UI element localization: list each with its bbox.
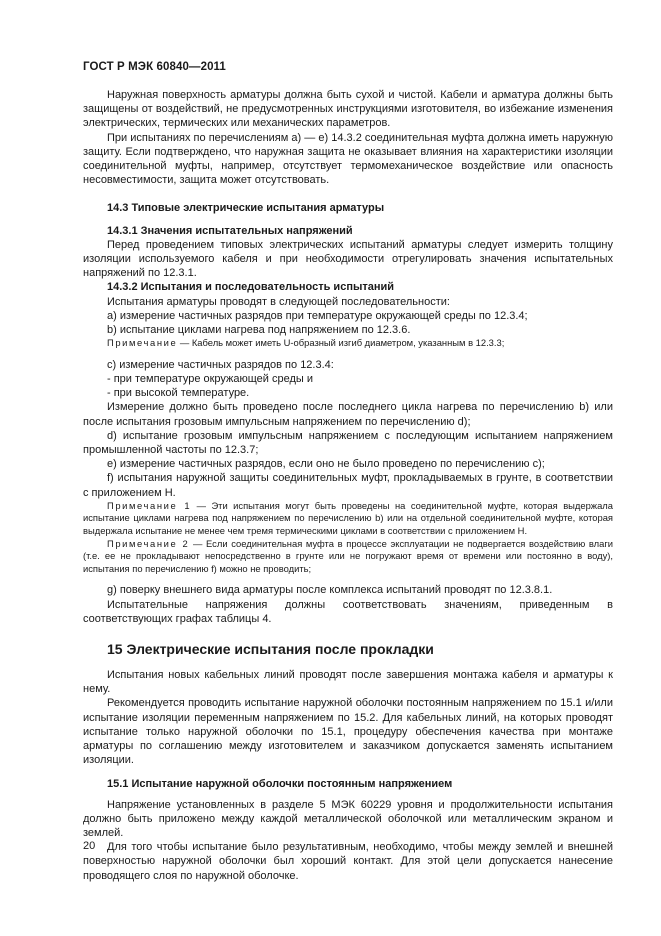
note-label: Примечание — [107, 337, 178, 349]
note-text: — Эти испытания могут быть проведены на соединительной муфте, которая выдержала испытание циклами нагрева под напряжением по перечислению b) или на отдельной соединительной муфте, которая выдержала испытание не менее чем тремя термическими циклами в соответствии с приложением Н. — [83, 499, 613, 537]
paragraph: Напряжение установленных в разделе 5 МЭК 60229 уровня и продолжительности испытания должно быть приложено между каждой металлической оболочкой или металлическим экраном и землей. — [83, 798, 613, 840]
paragraph: Наружная поверхность арматуры должна быть сухой и чистой. Кабели и арматура должны быть защищены от воздействий, не предусмотренных инструкциями изготовителя, во избежание изменения электрических, термических или механических параметров. — [83, 89, 613, 130]
paragraph: Измерение должно быть проведено после последнего цикла нагрева по перечислению b) или после испытания грозовым импульсным напряжением по перечислению d); — [83, 401, 613, 428]
note-text: — Кабель может иметь U-образный изгиб диаметром, указанным в 12.3.3; — [177, 337, 505, 349]
note-text: — Если соединительная муфта в процессе эксплуатации не подвергается воздействию влаги (т.е. ее не прокладывают непосредственно в грунте или не погружают время от времени или постоянно в воду), испытания по перечислению f) можно не проводить; — [83, 537, 613, 574]
list-item: с) измерение частичных разрядов по 12.3.4: — [107, 358, 334, 371]
note-label: Примечание 1 — [107, 499, 192, 511]
document-header: ГОСТ Р МЭК 60840—2011 — [83, 61, 226, 73]
list-subitem: - при высокой температуре. — [107, 387, 250, 400]
list-item: b) испытание циклами нагрева под напряжением по 12.3.6. — [107, 324, 411, 337]
list-subitem: - при температуре окружающей среды и — [107, 373, 314, 386]
note — [83, 337, 613, 350]
note — [83, 500, 613, 538]
note — [83, 538, 613, 576]
paragraph: Перед проведением типовых электрических испытаний арматуры следует измерить толщину изоляции используемого кабеля и при необходимости отрегулировать значения испытательных напряжений по 12.3.1. — [83, 238, 613, 280]
note-label: Примечание 2 — [107, 537, 190, 549]
document-body — [83, 88, 613, 883]
section-heading-15: 15 Электрические испытания после прокладки — [107, 641, 434, 658]
subsection-heading-14-3-2: 14.3.2 Испытания и последовательность испытаний — [107, 281, 395, 294]
subsection-heading-14-3-1: 14.3.1 Значения испытательных напряжений — [107, 224, 353, 237]
paragraph: Испытательные напряжения должны соответствовать значениям, приведенным в соответствующих графах таблицы 4. — [83, 598, 613, 625]
section-heading-14-3: 14.3 Типовые электрические испытания арматуры — [107, 202, 385, 215]
list-item: d) испытание грозовым импульсным напряжением с последующим испытанием напряжением промышленной частоты по 12.3.7; — [83, 429, 613, 457]
paragraph: Испытания новых кабельных линий проводят после завершения монтажа кабеля и арматуры к нему. — [83, 669, 613, 696]
paragraph: Для того чтобы испытание было результативным, необходимо, чтобы между землей и внешней поверхностью наружной оболочки был хороший контакт. Для этой цели допускается нанесение проводящего слоя по наружной оболочке. — [83, 841, 613, 882]
list-item: g) поверку внешнего вида арматуры после комплекса испытаний проводят по 12.3.8.1. — [107, 584, 553, 597]
page-number: 20 — [83, 840, 96, 852]
paragraph: При испытаниях по перечислениям а) — е) 14.3.2 соединительная муфта должна иметь наружную защиту. Если подтверждено, что наружная защита не оказывает влияния на характеристики изоляции соединительной муфты, например, отсутствует термомеханическое воздействие или опасность несовместимости, защита может отсутствовать. — [83, 131, 613, 187]
subsection-heading-15-1: 15.1 Испытание наружной оболочки постоянным напряжением — [107, 778, 453, 791]
paragraph: Испытания арматуры проводят в следующей последовательности: — [107, 295, 450, 308]
paragraph: Рекомендуется проводить испытание наружной оболочки постоянным напряжением по 15.1 и/или испытание изоляции переменным напряжением по 15.2. Для кабельных линий, на которых проводят испытание только наружной оболочки по 15.1, процедуру обеспечения качества при монтаже арматуры по соглашению между изготовителем и заказчиком допускается заменять испытанием изоляции. — [83, 697, 613, 767]
list-item: е) измерение частичных разрядов, если оно не было проведено по перечислению с); — [107, 458, 545, 471]
list-item: а) измерение частичных разрядов при температуре окружающей среды по 12.3.4; — [107, 309, 528, 322]
list-item: f) испытания наружной защиты соединительных муфт, прокладываемых в грунте, в соответствии с приложением Н. — [83, 472, 613, 499]
